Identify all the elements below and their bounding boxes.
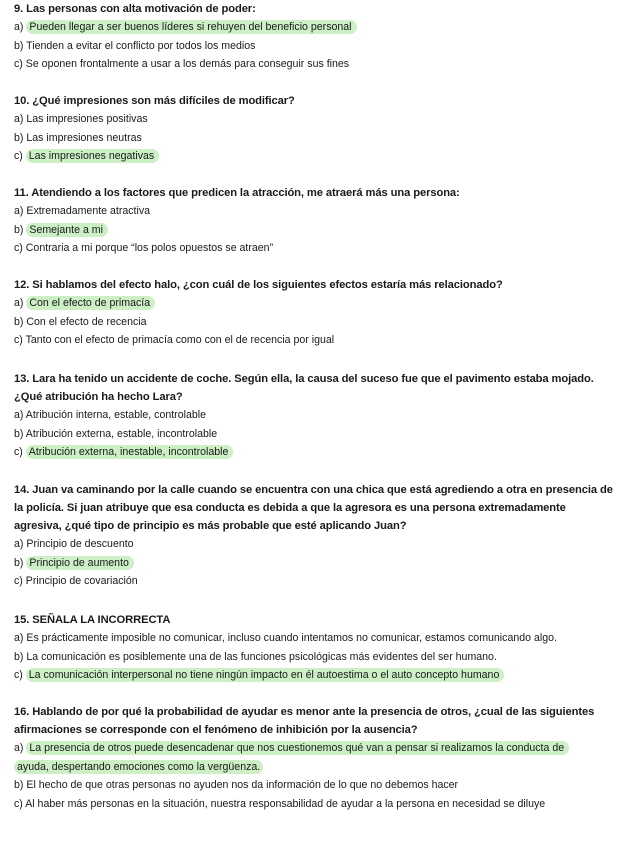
question-title-line: 16. Hablando de por qué la probabilidad de ayudar es menor ante la presencia de otros, ¿cual de las siguientes [14, 706, 595, 718]
correct-answer-highlight: Las impresiones negativas [26, 149, 159, 163]
option-c: c) Contraria a mi porque “los polos opuestos se atraen” [14, 242, 274, 254]
question-title-line: agresiva, ¿qué tipo de principio es más probable que esté aplicando Juan? [14, 520, 407, 532]
question-14 [14, 481, 613, 591]
correct-answer-highlight: Principio de aumento [26, 556, 134, 570]
option-b: b) Con el efecto de recencia [14, 315, 147, 328]
correct-answer-highlight: La presencia de otros puede desencadenar que nos cuestionemos qué van a pensar si realizamos la conducta de [26, 741, 569, 755]
correct-answer-highlight: ayuda, despertando emociones como la vergüenza. [14, 760, 263, 774]
question-title-line: la policía. Si juan atribuye que esa conducta es debida a que la agresora es una persona extremadamente [14, 502, 566, 514]
option-b: b) Las impresiones neutras [14, 131, 142, 144]
question-10 [14, 92, 295, 166]
option-b: b) Atribución externa, estable, incontrolable [14, 427, 218, 440]
option-a: a) Extremadamente atractiva [14, 205, 151, 217]
question-15 [14, 611, 557, 685]
option-a: a) Principio de descuento [14, 538, 134, 550]
option-b: b) Tienden a evitar el conflicto por todos los medios [14, 39, 256, 52]
question-title-line: 13. Lara ha tenido un accidente de coche. Según ella, la causa del suceso fue que el pavimento estaba mojado. [14, 373, 594, 385]
option-c: c) Principio de covariación [14, 575, 138, 587]
question-13 [14, 370, 594, 462]
option-b: b) La comunicación es posiblemente una de las funciones psicológicas más evidentes del ser humano. [14, 650, 497, 663]
option-a: a) La presencia de otros puede desencadenar que nos cuestionemos qué van a pensar si realizamos la conducta de [14, 739, 594, 758]
option-a-continued [14, 758, 594, 777]
correct-answer-highlight: Con el efecto de primacía [26, 296, 155, 310]
correct-answer-highlight: Atribución externa, inestable, incontrolable [26, 445, 234, 459]
question-title-line: ¿Qué atribución ha hecho Lara? [14, 391, 183, 403]
correct-answer-highlight: Pueden llegar a ser buenos líderes si rehuyen del beneficio personal [26, 20, 356, 34]
question-title: 12. Si hablamos del efecto halo, ¿con cuál de los siguientes efectos estaría más relacionado? [14, 279, 503, 291]
option-b: b) Semejante a mi [14, 221, 460, 240]
question-title: 10. ¿Qué impresiones son más difíciles de modificar? [14, 95, 295, 107]
question-title: 15. SEÑALA LA INCORRECTA [14, 614, 171, 626]
option-a: a) Es prácticamente imposible no comunicar, incluso cuando intentamos no comunicar, estamos comunicando algo. [14, 632, 557, 644]
correct-answer-highlight: La comunicación interpersonal no tiene ningún impacto en él autoestima o el auto concepto humano [26, 668, 505, 682]
option-c: c) La comunicación interpersonal no tiene ningún impacto en él autoestima o el auto concepto humano [14, 666, 557, 685]
question-9 [14, 0, 357, 74]
option-c: c) Atribución externa, inestable, incontrolable [14, 443, 594, 462]
correct-answer-highlight: Semejante a mi [26, 223, 108, 237]
question-16 [14, 703, 594, 813]
option-a: a) Pueden llegar a ser buenos líderes si rehuyen del beneficio personal [14, 18, 357, 37]
option-b: b) El hecho de que otras personas no ayuden nos da información de lo que no debemos hacer [14, 779, 459, 791]
option-a: a) Atribución interna, estable, controlable [14, 409, 206, 421]
question-11 [14, 184, 460, 258]
option-a: a) Las impresiones positivas [14, 113, 148, 125]
option-c: c) Al haber más personas en la situación, nuestra responsabilidad de ayudar a la persona en necesidad se diluye [14, 797, 546, 810]
option-a: a) Con el efecto de primacía [14, 294, 503, 313]
option-c: c) Tanto con el efecto de primacía como con el de recencia por igual [14, 334, 335, 346]
option-c: c) Se oponen frontalmente a usar a los demás para conseguir sus fines [14, 58, 350, 70]
question-12 [14, 276, 503, 350]
option-b: b) Principio de aumento [14, 554, 613, 573]
question-title: 11. Atendiendo a los factores que predicen la atracción, me atraerá más una persona: [14, 187, 460, 199]
question-title: 9. Las personas con alta motivación de poder: [14, 3, 256, 15]
question-title-line: afirmaciones se corresponde con el fenómeno de inhibición por la ausencia? [14, 724, 418, 736]
question-title-line: 14. Juan va caminando por la calle cuando se encuentra con una chica que está agrediendo a otra en presencia de [14, 484, 613, 496]
option-c: c) Las impresiones negativas [14, 147, 295, 166]
